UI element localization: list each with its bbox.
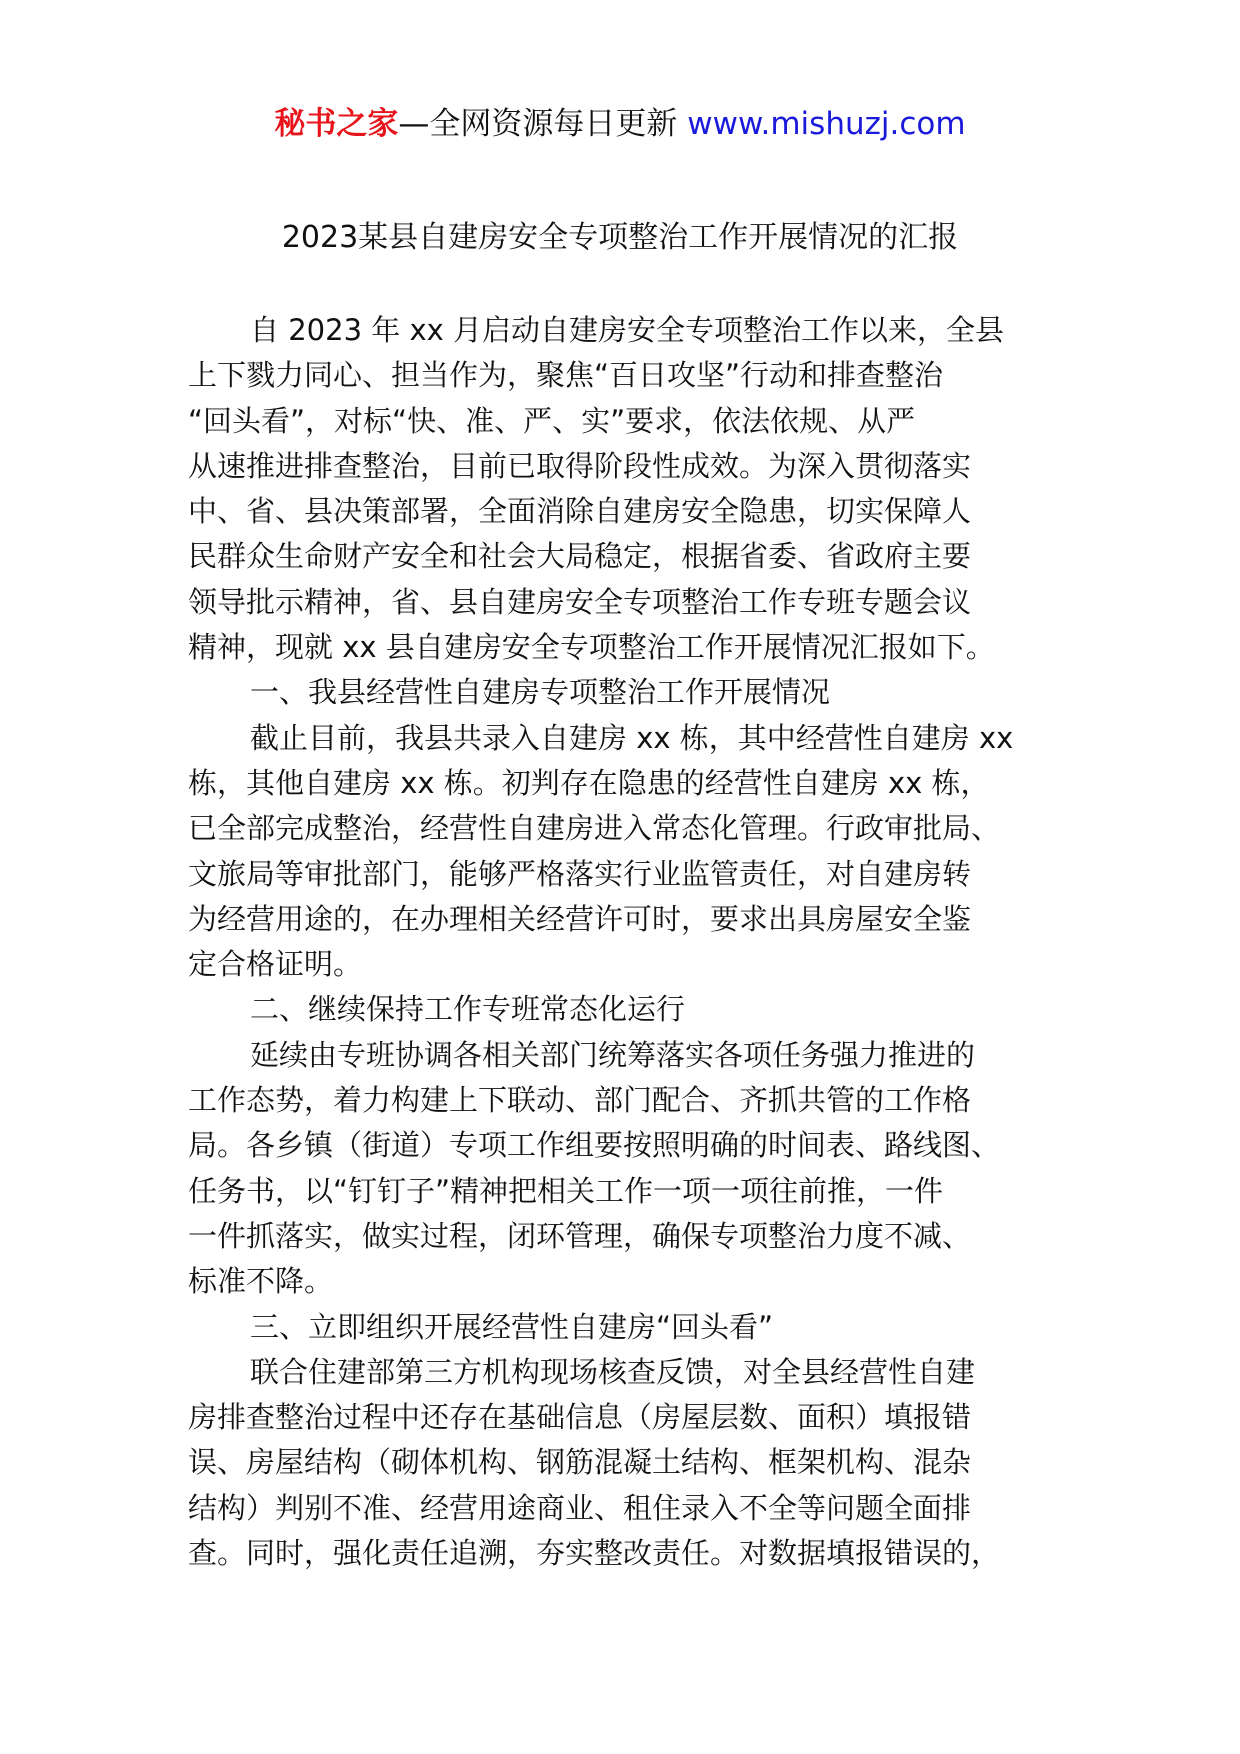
body-line: 截止目前，我县共录入自建房 xx 栋，其中经营性自建房 xx xyxy=(250,720,1014,755)
body-line: 任务书，以“钉钉子”精神把相关工作一项一项往前推，一件 xyxy=(188,1173,944,1208)
brand-name: 秘书之家 xyxy=(274,106,399,142)
body-line: 查。同时，强化责任追溯，夯实整改责任。对数据填报错误的， xyxy=(188,1536,1001,1571)
body-line: 领导批示精神，省、县自建房安全专项整治工作专班专题会议 xyxy=(188,584,972,619)
header-tagline: —全网资源每日更新 xyxy=(398,106,678,142)
body-line: 从速推进排查整治，目前已取得阶段性成效。为深入贯彻落实 xyxy=(188,448,972,483)
body-line: 中、省、县决策部署，全面消除自建房安全隐患，切实保障人 xyxy=(188,494,972,529)
body-line: 二、继续保持工作专班常态化运行 xyxy=(250,992,686,1027)
body-line: 房排查整治过程中还存在基础信息（房屋层数、面积）填报错 xyxy=(188,1400,972,1435)
body-line: 上下戮力同心、担当作为，聚焦“百日攻坚”行动和排查整治 xyxy=(188,358,944,393)
body-line: 结构）判别不准、经营用途商业、租住录入不全等问题全面排 xyxy=(188,1490,972,1525)
body-line: 文旅局等审批部门，能够严格落实行业监管责任，对自建房转 xyxy=(188,856,972,891)
body-line: 定合格证明。 xyxy=(188,947,363,982)
body-line: 误、房屋结构（砌体机构、钢筋混凝土结构、框架机构、混杂 xyxy=(188,1445,972,1480)
body-line: 自 2023 年 xx 月启动自建房安全专项整治工作以来，全县 xyxy=(250,313,1005,347)
body-line: 联合住建部第三方机构现场核查反馈，对全县经营性自建 xyxy=(250,1354,976,1389)
body-line: 局。各乡镇（街道）专项工作组要按照明确的时间表、路线图、 xyxy=(188,1128,1001,1163)
body-line: “回头看”，对标“快、准、严、实”要求，依法依规、从严 xyxy=(188,403,916,438)
body-line: 三、立即组织开展经营性自建房“回头看” xyxy=(250,1309,774,1344)
document-body xyxy=(188,308,1088,1576)
body-line: 一、我县经营性自建房专项整治工作开展情况 xyxy=(250,675,831,710)
document-title: 2023某县自建房安全专项整治工作开展情况的汇报 xyxy=(281,220,959,255)
body-line: 工作态势，着力构建上下联动、部门配合、齐抓共管的工作格 xyxy=(188,1083,972,1118)
body-line: 精神，现就 xx 县自建房安全专项整治工作开展情况汇报如下。 xyxy=(188,630,995,665)
body-line: 已全部完成整治，经营性自建房进入常态化管理。行政审批局、 xyxy=(188,811,1001,846)
body-line: 为经营用途的，在办理相关经营许可时，要求出具房屋安全鉴 xyxy=(188,901,972,936)
site-header xyxy=(0,100,1240,148)
body-line: 民群众生命财产安全和社会大局稳定，根据省委、省政府主要 xyxy=(188,539,972,574)
body-line: 延续由专班协调各相关部门统筹落实各项任务强力推进的 xyxy=(250,1037,976,1072)
body-line: 一件抓落实，做实过程，闭环管理，确保专项整治力度不减、 xyxy=(188,1218,972,1253)
body-line: 标准不降。 xyxy=(188,1264,334,1299)
body-line: 栋，其他自建房 xx 栋。初判存在隐患的经营性自建房 xx 栋， xyxy=(188,765,990,800)
site-url-link[interactable]: www.mishuzj.com xyxy=(687,106,966,142)
